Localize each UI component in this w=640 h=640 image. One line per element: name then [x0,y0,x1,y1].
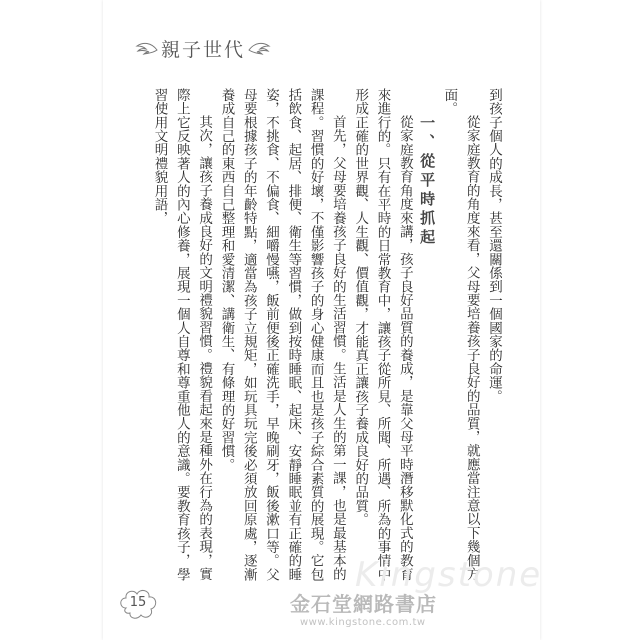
paragraph: 從家庭教育角度來講，孩子良好品質的養成，是靠父母平時潛移默化式的教育來進行的。只有在平時的日常教育中，讓孩子從所見、所聞、所遇、所為的事情中形成正確的世界觀、人生觀、價值觀，才能真正讓孩子養成良好的品質。 [352,88,413,582]
page-number: 15 [129,595,147,610]
paragraph: 到孩子個人的成長，甚至還關係到一個國家的命運。 [486,88,502,404]
section-heading: 一、從平時抓起 [418,115,437,248]
watermark-url: www.kingstone.com.tw [300,617,426,628]
body-text [130,88,505,588]
chapter-title: 親子世代 [161,38,246,61]
paragraph: 首先，父母要培養孩子良好的生活習慣。生活是人生的第一課，也是最基本的課程。習慣的好壞，不僅影響孩子的身心健康而且也是孩子綜合素質的展現。它包括飲食、起居、排便、衛生等習慣，做到按時睡眠、起床、安靜睡眠並有正確的睡姿，不挑食、不偏食、細嚼慢嚥，飯前便後正確洗手，早晚刷牙，飯後漱口等。父母要根據孩子的年齡特點，適當為孩子立規矩，如玩具玩完後必須放回原處，逐漸養成自己的東西自己整理和愛清潔、講衛生、有條理的好習慣。 [218,88,346,582]
wing-left-icon [135,40,159,56]
watermark-logo: 金石堂網路書店 [290,592,437,616]
watermark-faint: Kingstone [355,555,543,595]
wing-right-icon [247,40,271,56]
paragraph: 其次，讓孩子養成良好的文明禮貌習慣。禮貌看起來是種外在行為的表現，實際上它反映著人的內心修養，展現一個人自尊和尊重他人的意識。要教育孩子，學習使用文明禮貌用語， [151,88,213,582]
page-number-badge [116,586,160,622]
paragraph: 從家庭教育的角度來看，父母要培養孩子良好的品質，就應當注意以下幾個方面。 [441,88,480,581]
chapter-header [135,28,271,68]
